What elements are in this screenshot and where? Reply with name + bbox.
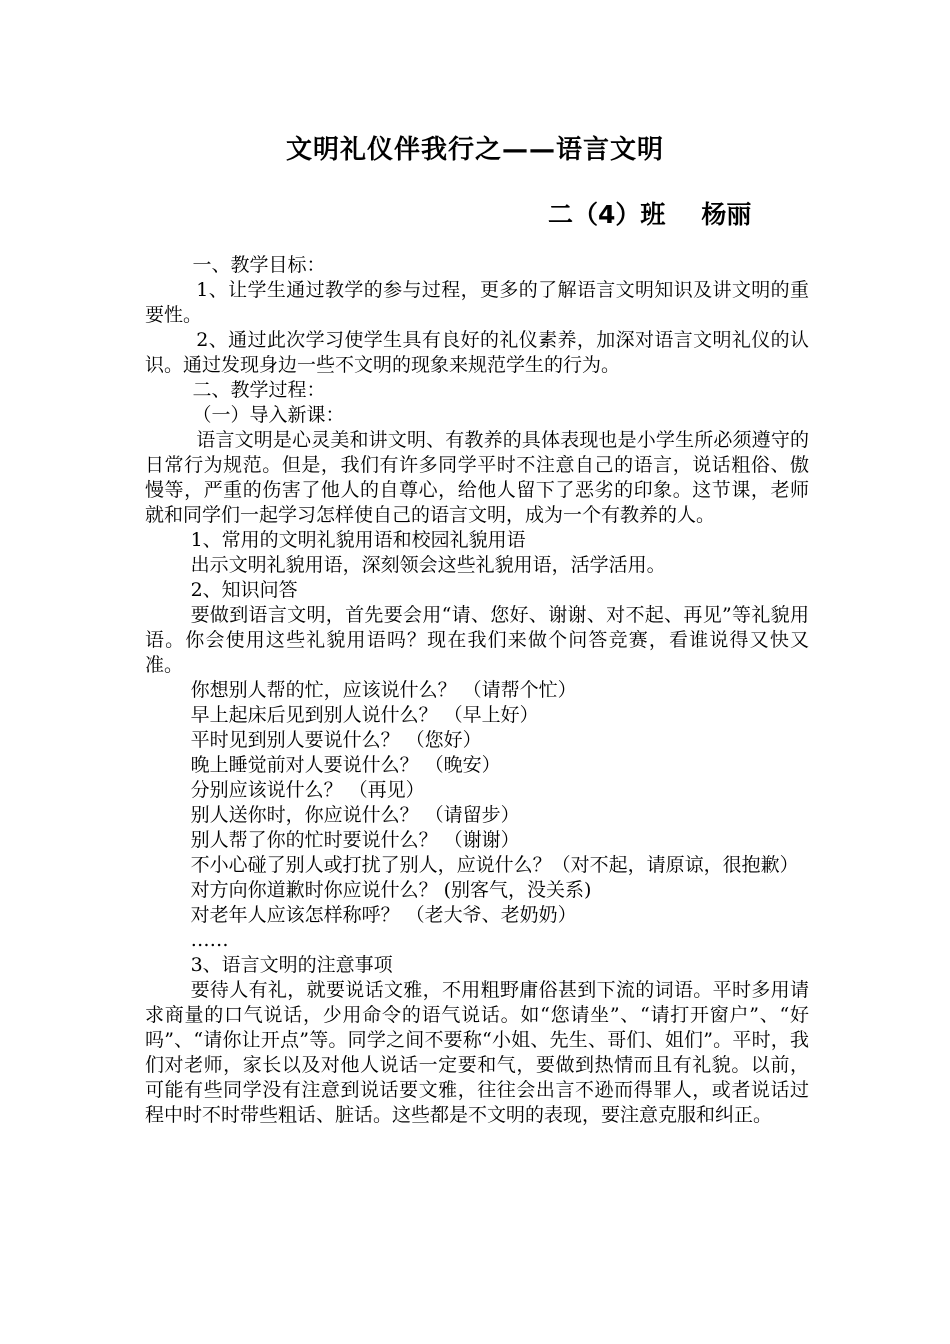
paragraph: 二、教学过程：: [192, 379, 326, 401]
paragraph: （一）导入新课：: [192, 404, 345, 426]
paragraph: 对方向你道歉时你应说什么？ (别客气，没关系): [190, 879, 592, 901]
paragraph: ……: [190, 929, 229, 951]
paragraph: 分别应该说什么？ （再见）: [190, 779, 425, 801]
paragraph: 一、教学目标：: [192, 254, 326, 276]
paragraph: 2、知识问答: [190, 579, 298, 601]
paragraph: 对老年人应该怎样称呼？ （老大爷、老奶奶）: [190, 904, 577, 926]
paragraph: 1、让学生通过教学的参与过程，更多的了解语言文明知识及讲文明的重要性。: [145, 279, 809, 326]
paragraph: 3、语言文明的注意事项: [190, 954, 393, 976]
paragraph: 要待人有礼，就要说话文雅，不用粗野庸俗甚到下流的词语。平时多用请求商量的口气说话，少用命令的语气说话。如“您请坐”、“请打开窗户”、“好吗”、“请你让开点”等。同学之间不要称“小姐、先生、哥们、姐们”。平时，我们对老师，家长以及对他人说话一定要和气，要做到热情而且有礼貌。以前，可能有些同学没有注意到说话要文雅，往往会出言不逊而得罪人，或者说话过程中时不时带些粗话、脏话。这些都是不文明的表现，要注意克服和纠正。: [145, 979, 809, 1126]
paragraph: 你想别人帮的忙，应该说什么？ （请帮个忙）: [190, 679, 577, 701]
paragraph: 1、常用的文明礼貌用语和校园礼貌用语: [190, 529, 526, 551]
paragraph: 平时见到别人要说什么？ （您好）: [190, 729, 482, 751]
paragraph: 2、通过此次学习使学生具有良好的礼仪素养，加深对语言文明礼仪的认识。通过发现身边一些不文明的现象来规范学生的行为。: [145, 329, 809, 376]
author-line: [548, 198, 751, 232]
paragraph: 别人送你时，你应说什么？ （请留步）: [190, 804, 520, 826]
document-title: 文明礼仪伴我行之——语言文明: [285, 135, 664, 165]
paragraph: 早上起床后见到别人说什么？ （早上好）: [190, 704, 539, 726]
document-body: [145, 253, 809, 1128]
paragraph: 晚上睡觉前对人要说什么？ （晚安）: [190, 754, 501, 776]
paragraph: 别人帮了你的忙时要说什么？ （谢谢）: [190, 829, 520, 851]
paragraph: 出示文明礼貌用语，深刻领会这些礼貌用语，活学活用。: [190, 554, 666, 576]
paragraph: 不小心碰了别人或打扰了别人，应说什么？（对不起，请原谅，很抱歉）: [190, 854, 799, 876]
author-class: 二（4）班: [548, 200, 666, 229]
paragraph: 语言文明是心灵美和讲文明、有教养的具体表现也是小学生所必须遵守的日常行为规范。但是，我们有许多同学平时不注意自己的语言，说话粗俗、傲慢等，严重的伤害了他人的自尊心，给他人留下了恶劣的印象。这节课，老师就和同学们一起学习怎样使自己的语言文明，成为一个有教养的人。: [145, 429, 809, 526]
paragraph: 要做到语言文明，首先要会用“请、您好、谢谢、对不起、再见”等礼貌用语。你会使用这些礼貌用语吗？现在我们来做个问答竞赛，看谁说得又快又准。: [145, 604, 809, 676]
author-name: 杨丽: [701, 200, 752, 229]
